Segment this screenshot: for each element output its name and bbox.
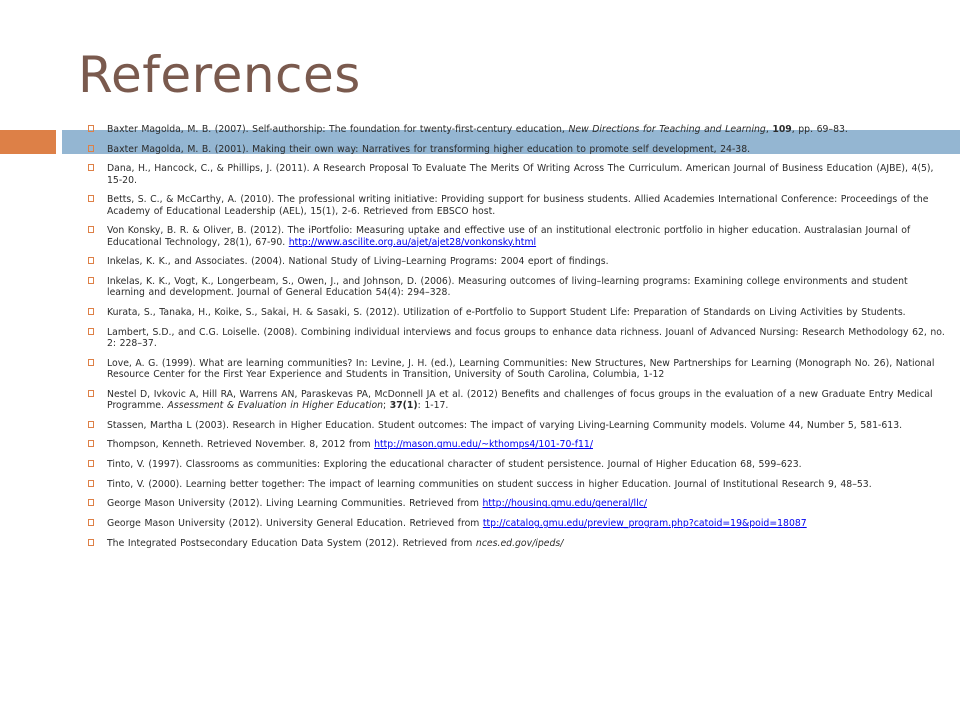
square-bullet-icon <box>88 440 94 447</box>
reference-text: Kurata, S., Tanaka, H., Koike, S., Sakai, H. & Sasaki, S. (2012). Utilization of e-Portfolio to Support Student Life: Preparation of Standards on Living Activities by Students. <box>107 307 906 318</box>
reference-item <box>88 420 946 431</box>
reference-link[interactable]: http://housing.gmu.edu/general/llc/ <box>482 498 647 510</box>
reference-text: , pp. 69–83. <box>791 124 848 135</box>
reference-text: Baxter Magolda, M. B. (2007). Self-authorship: The foundation for twenty-first-century education, <box>107 124 569 135</box>
reference-text: 109 <box>772 124 792 135</box>
square-bullet-icon <box>88 480 94 487</box>
accent-bar-orange <box>0 130 56 154</box>
reference-text: , <box>765 124 773 135</box>
reference-item <box>88 358 946 381</box>
square-bullet-icon <box>88 421 94 428</box>
reference-item <box>88 439 946 450</box>
reference-text: Baxter Magolda, M. B. (2001). Making their own way: Narratives for transforming higher education to promote self development, 24-38. <box>107 143 751 155</box>
square-bullet-icon <box>88 125 94 132</box>
reference-text: Love, A. G. (1999). What are learning communities? In: Levine, J. H. (ed.), Learning Communities: New Structures, New Partnerships for Learning (Monograph No. 26), National Resource Center for the First Year Experience and Students in Transition, University of South Carolina, Columbia, 1-12 <box>107 357 935 380</box>
square-bullet-icon <box>88 519 94 526</box>
square-bullet-icon <box>88 359 94 366</box>
slide-title: References <box>78 46 361 104</box>
reference-text: George Mason University (2012). University General Education. Retrieved from <box>107 518 483 530</box>
reference-text: The Integrated Postsecondary Education Data System (2012). Retrieved from <box>107 537 476 549</box>
reference-item <box>88 144 946 155</box>
reference-item <box>88 276 946 299</box>
square-bullet-icon <box>88 390 94 397</box>
square-bullet-icon <box>88 539 94 546</box>
reference-text: Lambert, S.D., and C.G. Loiselle. (2008). Combining individual interviews and focus groups to enhance data richness. Jouanl of Advanced Nursing: Research Methodology 62, no. 2: 228–37. <box>107 326 945 349</box>
reference-item <box>88 194 946 217</box>
reference-text: Inkelas, K. K., and Associates. (2004). National Study of Living–Learning Programs: 2004 eport of findings. <box>107 256 609 268</box>
reference-link[interactable]: ttp://catalog.gmu.edu/preview_program.php?catoid=19&poid=18087 <box>482 518 807 530</box>
reference-text: Thompson, Kenneth. Retrieved November. 8, 2012 from <box>107 439 375 451</box>
reference-text: George Mason University (2012). Living Learning Communities. Retrieved from <box>107 498 483 510</box>
square-bullet-icon <box>88 499 94 506</box>
reference-text: Tinto, V. (2000). Learning better together: The impact of learning communities on student success in higher Education. Journal of Institutional Research 9, 48–53. <box>107 478 872 490</box>
reference-item <box>88 389 946 412</box>
reference-text: Assessment & Evaluation in Higher Education <box>167 399 384 411</box>
reference-item <box>88 327 946 350</box>
reference-item <box>88 163 946 186</box>
square-bullet-icon <box>88 328 94 335</box>
reference-text: nces.ed.gov/ipeds/ <box>475 537 564 549</box>
reference-text: Stassen, Martha L (2003). Research in Higher Education. Student outcomes: The impact of varying Living-Learning Community models. Volume 44, Number 5, 581-613. <box>107 419 903 431</box>
reference-item <box>88 459 946 470</box>
reference-item <box>88 538 946 549</box>
reference-link[interactable]: http://mason.gmu.edu/~kthomps4/101-70-f11/ <box>374 439 593 451</box>
square-bullet-icon <box>88 195 94 202</box>
reference-text: Inkelas, K. K., Vogt, K., Longerbeam, S., Owen, J., and Johnson, D. (2006). Measuring outcomes of living–learning programs: Examining college environments and student learning and development. Journal of General Education 54(4): 294–328. <box>107 276 908 299</box>
reference-text: Nestel D, Ivkovic A, Hill RA, Warrens AN, Paraskevas PA, McDonnell JA et al. (2012) Benefits and challenges of focus groups in the evaluation of a new Graduate Entry Medical Programme. <box>107 388 933 411</box>
reference-text: Tinto, V. (1997). Classrooms as communities: Exploring the educational character of student persistence. Journal of Higher Education 68, 599–623. <box>107 459 802 471</box>
square-bullet-icon <box>88 145 94 152</box>
reference-item <box>88 307 946 318</box>
reference-item <box>88 479 946 490</box>
reference-text: Dana, H., Hancock, C., & Phillips, J. (2011). A Research Proposal To Evaluate The Merits Of Writing Across The Curriculum. American Journal of Business Education (AJBE), 4(5), 15-20. <box>107 163 934 186</box>
square-bullet-icon <box>88 308 94 315</box>
reference-text: New Directions for Teaching and Learning <box>568 124 766 135</box>
reference-item <box>88 498 946 509</box>
square-bullet-icon <box>88 257 94 264</box>
reference-text: ; <box>383 399 390 411</box>
reference-item <box>88 225 946 248</box>
square-bullet-icon <box>88 164 94 171</box>
reference-item <box>88 124 946 135</box>
square-bullet-icon <box>88 460 94 467</box>
reference-text: : 1-17. <box>417 399 449 411</box>
reference-item <box>88 518 946 529</box>
reference-text: Von Konsky, B. R. & Oliver, B. (2012). The iPortfolio: Measuring uptake and effective use of an institutional electronic portfolio in higher education. Australasian Journal of Educational Technology, 28(1), 67-90. <box>107 225 911 248</box>
reference-text: 37(1) <box>389 399 418 411</box>
square-bullet-icon <box>88 277 94 284</box>
square-bullet-icon <box>88 226 94 233</box>
reference-item <box>88 256 946 267</box>
reference-text: Betts, S. C., & McCarthy, A. (2010). The professional writing initiative: Providing support for business students. Allied Academies International Conference: Proceedings of the Academy of Educational Leadership (AEL), 15(1), 2-6. Retrieved from EBSCO host. <box>107 194 929 217</box>
reference-link[interactable]: http://www.ascilite.org.au/ajet/ajet28/vonkonsky.html <box>288 236 537 248</box>
reference-list <box>88 124 946 557</box>
